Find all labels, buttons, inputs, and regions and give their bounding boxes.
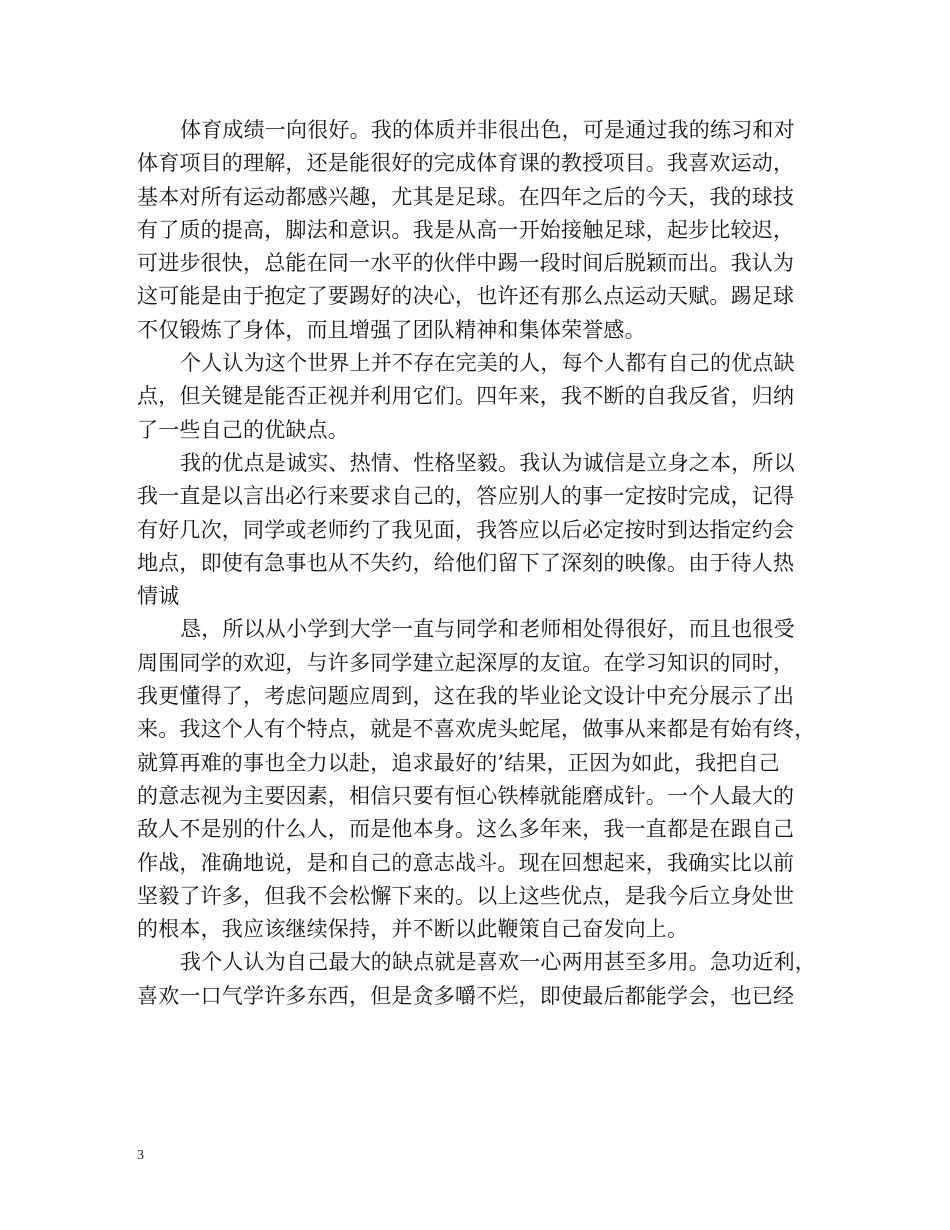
text-line: 有好几次，同学或老师约了我见面，我答应以后必定按时到达指定约会 [137, 517, 795, 542]
text-line: 基本对所有运动都感兴趣，尤其是足球。在四年之后的今天，我的球技 [137, 184, 795, 209]
text-line: 喜欢一口气学许多东西，但是贪多嚼不烂，即使最后都能学会，也已经 [137, 983, 795, 1008]
text-line: 周围同学的欢迎，与许多同学建立起深厚的友谊。在学习知识的同时， [137, 650, 795, 675]
text-line: 个人认为这个世界上并不存在完美的人，每个人都有自己的优点缺 [180, 351, 795, 376]
text-line: 的意志视为主要因素，相信只要有恒心铁棒就能磨成针。一个人最大的 [137, 783, 795, 808]
text-line: 可进步很快，总能在同一水平的伙伴中踢一段时间后脱颖而出。我认为 [137, 251, 795, 276]
body-text [137, 114, 827, 1013]
text-line: 体育项目的理解，还是能很好的完成体育课的教授项目。我喜欢运动， [137, 151, 795, 176]
text-line: 恳，所以从小学到大学一直与同学和老师相处得很好，而且也很受 [180, 617, 795, 642]
text-line: 坚毅了许多，但我不会松懈下来的。以上这些优点，是我今后立身处世 [137, 883, 795, 908]
text-line: 的根本，我应该继续保持，并不断以此鞭策自己奋发向上。 [137, 917, 689, 942]
text-line: 不仅锻炼了身体，而且增强了团队精神和集体荣誉感。 [137, 317, 646, 342]
text-line: 来。我这个人有个特点，就是不喜欢虎头蛇尾，做事从来都是有始有终， [137, 717, 816, 742]
page-number: 3 [137, 1148, 144, 1163]
text-line: 我的优点是诚实、热情、性格坚毅。我认为诚信是立身之本，所以 [180, 450, 795, 475]
text-line: 点，但关键是能否正视并利用它们。四年来，我不断的自我反省，归纳 [137, 384, 795, 409]
text-line: 有了质的提高，脚法和意识。我是从高一开始接触足球，起步比较迟， [137, 217, 795, 242]
text-line: 我更懂得了，考虑问题应周到，这在我的毕业论文设计中充分展示了出 [137, 684, 795, 709]
text-line: 了一些自己的优缺点。 [137, 417, 349, 442]
text-line: 我一直是以言出必行来要求自己的，答应别人的事一定按时完成，记得 [137, 484, 795, 509]
text-line: 就算再难的事也全力以赴，追求最好的’结果，正因为如此，我把自己 [137, 750, 780, 775]
text-line: 这可能是由于抱定了要踢好的决心，也许还有那么点运动天赋。踢足球 [137, 284, 795, 309]
text-line: 我个人认为自己最大的缺点就是喜欢一心两用甚至多用。急功近利， [180, 950, 816, 975]
text-line: 情诚 [137, 584, 180, 609]
text-line: 体育成绩一向很好。我的体质并非很出色，可是通过我的练习和对 [180, 118, 795, 142]
text-line: 敌人不是别的什么人，而是他本身。这么多年来，我一直都是在跟自己 [137, 817, 795, 842]
text-line: 地点，即使有急事也从不失约，给他们留下了深刻的映像。由于待人热 [137, 550, 795, 575]
text-line: 作战，准确地说，是和自己的意志战斗。现在回想起来，我确实比以前 [137, 850, 795, 875]
